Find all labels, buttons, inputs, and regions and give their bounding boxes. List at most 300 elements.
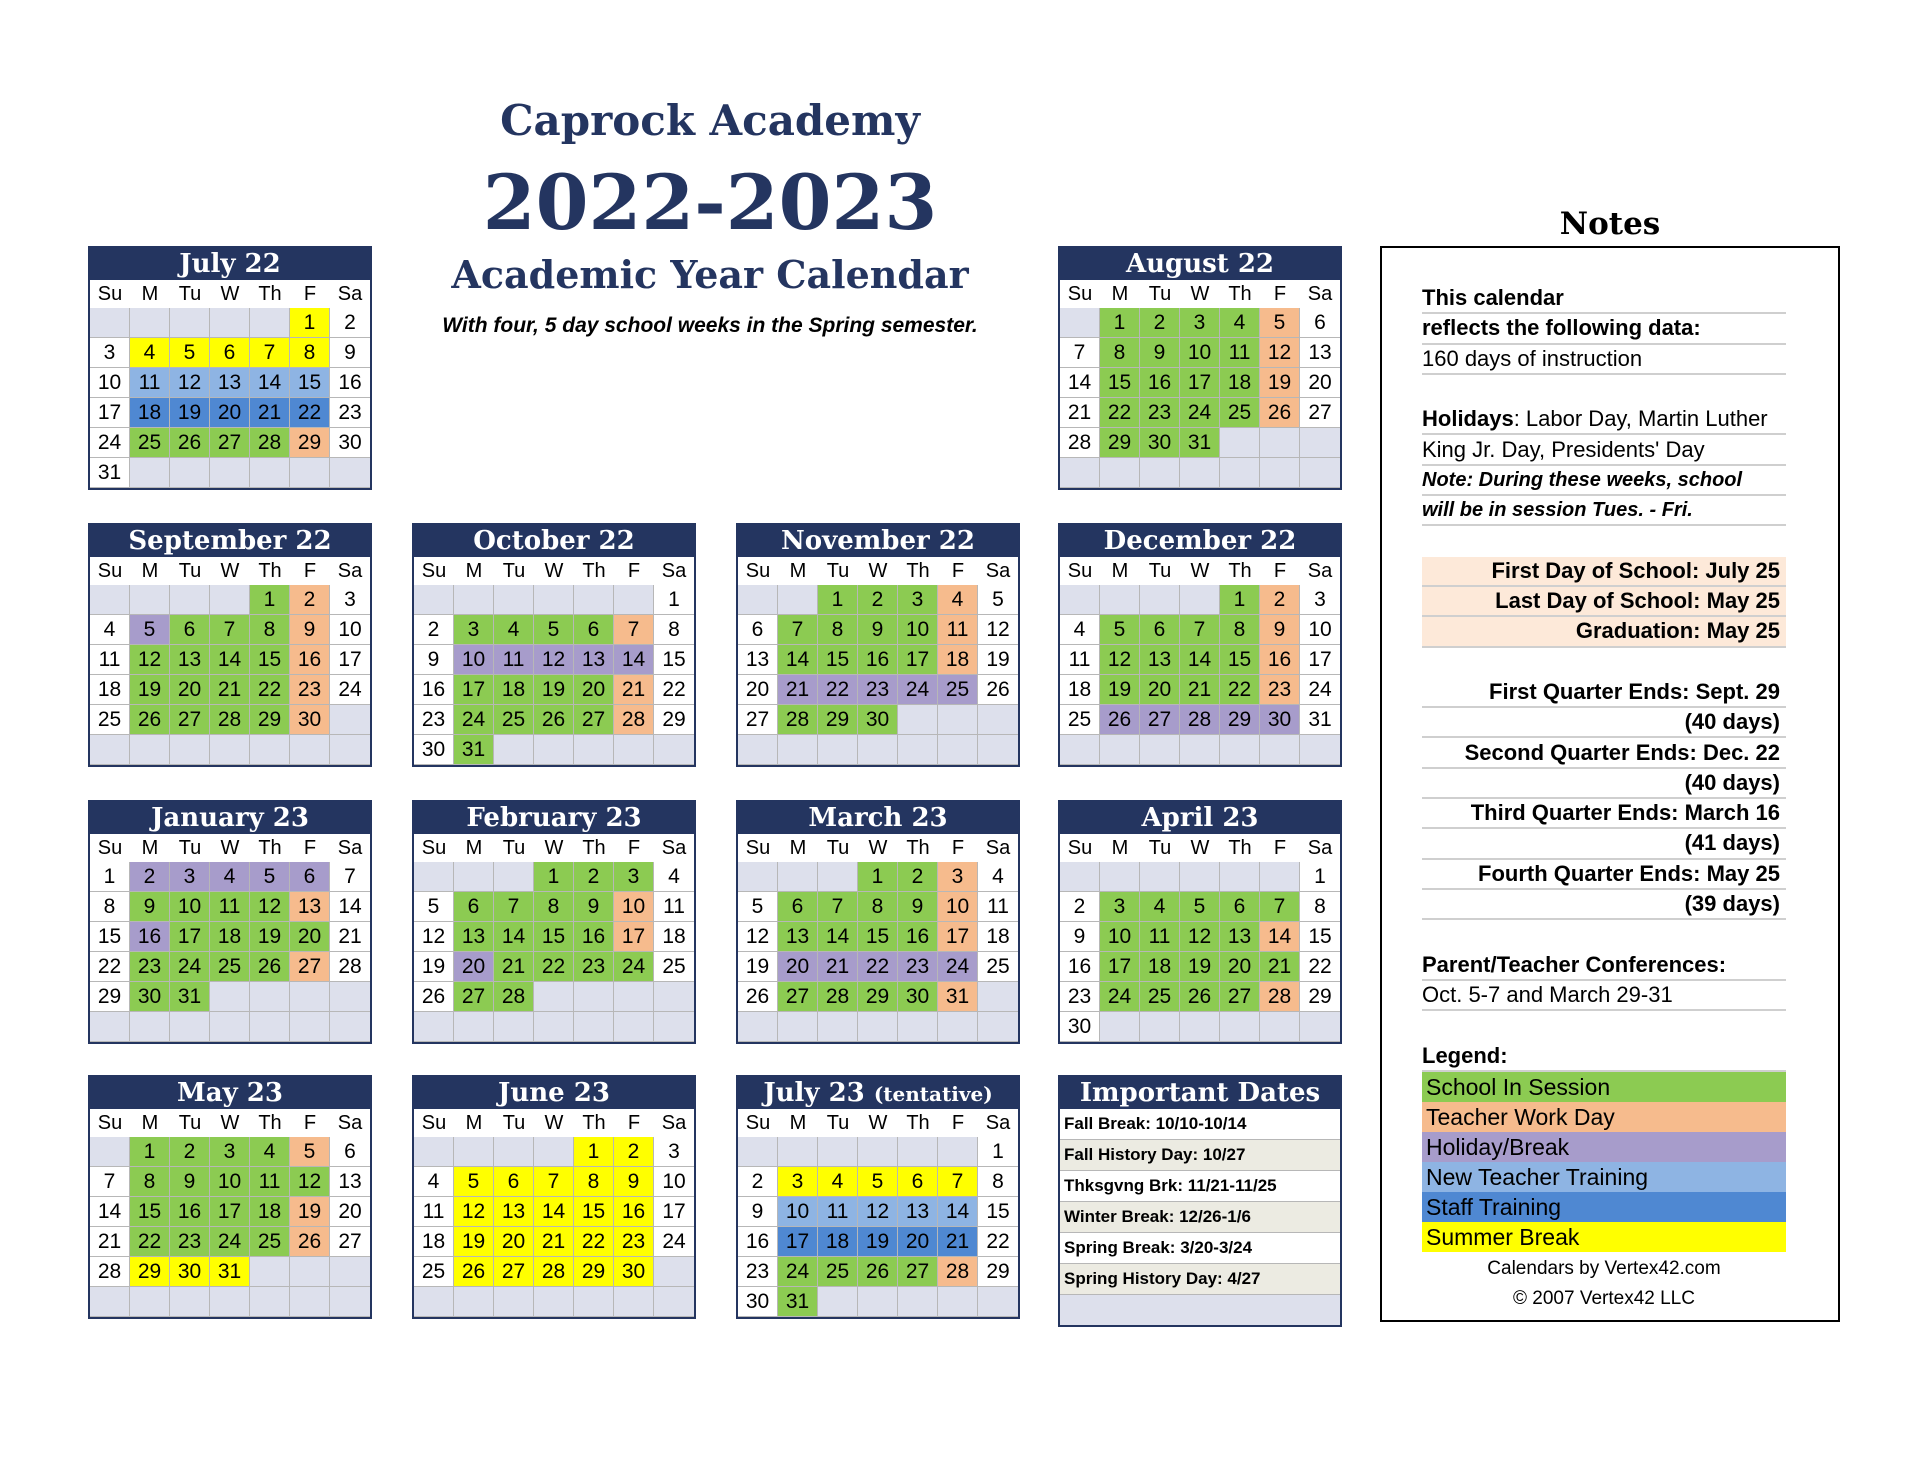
day-cell: 2	[1260, 585, 1300, 615]
day-cell: 10	[938, 892, 978, 922]
day-cell: 29	[654, 705, 694, 735]
weekday-label: Tu	[494, 557, 534, 585]
day-cell: 13	[330, 1167, 370, 1197]
day-cell: 12	[290, 1167, 330, 1197]
weekday-label: Su	[414, 1109, 454, 1137]
weekday-label: Tu	[818, 834, 858, 862]
day-cell: 3	[938, 862, 978, 892]
month-title	[738, 802, 1018, 834]
weekday-label: Sa	[330, 1109, 370, 1137]
day-cell: 17	[654, 1197, 694, 1227]
day-cell: 4	[250, 1137, 290, 1167]
weekday-label: Su	[414, 834, 454, 862]
day-cell: 19	[454, 1227, 494, 1257]
day-cell: 20	[574, 675, 614, 705]
day-cell: 1	[130, 1137, 170, 1167]
empty-day-cell	[1100, 458, 1140, 488]
weekday-label: F	[614, 1109, 654, 1137]
day-cell: 15	[90, 922, 130, 952]
day-cell: 20	[1220, 952, 1260, 982]
day-cell: 27	[494, 1257, 534, 1287]
day-cell: 18	[90, 675, 130, 705]
day-cell: 2	[290, 585, 330, 615]
day-cell: 13	[738, 645, 778, 675]
weekday-header	[738, 557, 1018, 585]
day-cell: 13	[290, 892, 330, 922]
day-cell: 14	[818, 922, 858, 952]
weekday-label: Sa	[330, 834, 370, 862]
day-cell: 23	[170, 1227, 210, 1257]
weekday-label: M	[1100, 280, 1140, 308]
day-cell: 6	[778, 892, 818, 922]
day-cell: 18	[414, 1227, 454, 1257]
day-cell: 21	[330, 922, 370, 952]
day-cell: 27	[738, 705, 778, 735]
day-cell: 23	[858, 675, 898, 705]
empty-day-cell	[1140, 735, 1180, 765]
day-cell: 4	[978, 862, 1018, 892]
day-cell: 16	[414, 675, 454, 705]
weekday-label: Sa	[978, 1109, 1018, 1137]
day-cell: 11	[938, 615, 978, 645]
day-cell: 29	[130, 1257, 170, 1287]
day-cell: 16	[130, 922, 170, 952]
day-cell: 3	[1300, 585, 1340, 615]
day-cell: 23	[330, 398, 370, 428]
empty-day-cell	[454, 1137, 494, 1167]
month-title	[1060, 525, 1340, 557]
day-cell: 6	[454, 892, 494, 922]
empty-day-cell	[938, 705, 978, 735]
empty-day-cell	[818, 1137, 858, 1167]
month-calendar	[1058, 523, 1342, 767]
month-title-text: August 22	[1125, 249, 1275, 279]
day-cell: 21	[778, 675, 818, 705]
day-cell: 25	[1220, 398, 1260, 428]
day-cell: 1	[90, 862, 130, 892]
empty-day-cell	[130, 458, 170, 488]
day-cell: 27	[574, 705, 614, 735]
notes-line: First Day of School: July 25	[1422, 557, 1786, 587]
day-cell: 16	[898, 922, 938, 952]
day-cell: 8	[858, 892, 898, 922]
empty-day-cell	[330, 1012, 370, 1042]
day-cell: 18	[1220, 368, 1260, 398]
empty-day-cell	[1220, 1012, 1260, 1042]
weekday-header	[90, 1109, 370, 1137]
day-cell: 20	[1140, 675, 1180, 705]
day-cell: 17	[90, 398, 130, 428]
holidays-label: Holidays	[1422, 406, 1514, 432]
empty-day-cell	[494, 735, 534, 765]
day-cell: 3	[210, 1137, 250, 1167]
month-title	[1060, 802, 1340, 834]
empty-day-cell	[1260, 1012, 1300, 1042]
day-cell: 26	[250, 952, 290, 982]
day-grid	[738, 1137, 1018, 1317]
weekday-label: Sa	[1300, 834, 1340, 862]
day-cell: 30	[414, 735, 454, 765]
day-cell: 8	[978, 1167, 1018, 1197]
empty-day-cell	[738, 1012, 778, 1042]
empty-day-cell	[494, 1012, 534, 1042]
day-cell: 22	[130, 1227, 170, 1257]
empty-day-cell	[778, 735, 818, 765]
weekday-label: W	[1180, 280, 1220, 308]
day-cell: 23	[1260, 675, 1300, 705]
day-cell: 17	[1100, 952, 1140, 982]
empty-day-cell	[938, 1012, 978, 1042]
day-cell: 18	[938, 645, 978, 675]
empty-day-cell	[90, 585, 130, 615]
weekday-label: W	[858, 834, 898, 862]
month-calendar	[736, 800, 1020, 1044]
day-cell: 22	[818, 675, 858, 705]
holidays-text: : Labor Day, Martin Luther	[1513, 406, 1768, 432]
empty-day-cell	[574, 1012, 614, 1042]
notes-title: Notes	[1559, 206, 1661, 242]
day-cell: 9	[738, 1197, 778, 1227]
day-cell: 21	[938, 1227, 978, 1257]
day-cell: 6	[170, 615, 210, 645]
day-cell: 9	[1140, 338, 1180, 368]
weekday-label: Tu	[1140, 557, 1180, 585]
day-cell: 24	[330, 675, 370, 705]
day-cell: 16	[858, 645, 898, 675]
notes-line	[1422, 920, 1786, 950]
day-cell: 17	[898, 645, 938, 675]
day-cell: 7	[494, 892, 534, 922]
month-calendar	[1058, 800, 1342, 1044]
day-cell: 7	[938, 1167, 978, 1197]
day-cell: 7	[1260, 892, 1300, 922]
empty-day-cell	[330, 982, 370, 1012]
day-cell: 15	[130, 1197, 170, 1227]
notes-box	[1380, 246, 1840, 1322]
weekday-label: Th	[574, 557, 614, 585]
day-cell: 6	[898, 1167, 938, 1197]
day-cell: 19	[978, 645, 1018, 675]
weekday-label: Sa	[1300, 557, 1340, 585]
weekday-label: M	[130, 280, 170, 308]
day-cell: 28	[494, 982, 534, 1012]
day-cell: 13	[1140, 645, 1180, 675]
day-cell: 5	[1100, 615, 1140, 645]
empty-day-cell	[454, 1287, 494, 1317]
weekday-label: Sa	[330, 280, 370, 308]
day-cell: 9	[414, 645, 454, 675]
day-cell: 3	[454, 615, 494, 645]
empty-day-cell	[534, 1287, 574, 1317]
day-cell: 14	[1060, 368, 1100, 398]
empty-day-cell	[290, 982, 330, 1012]
day-cell: 8	[90, 892, 130, 922]
empty-day-cell	[938, 1287, 978, 1317]
day-cell: 4	[130, 338, 170, 368]
day-cell: 3	[90, 338, 130, 368]
empty-day-cell	[170, 585, 210, 615]
day-cell: 23	[1140, 398, 1180, 428]
day-cell: 30	[614, 1257, 654, 1287]
empty-day-cell	[250, 735, 290, 765]
day-cell: 11	[130, 368, 170, 398]
day-cell: 19	[250, 922, 290, 952]
notes-line: (40 days)	[1422, 769, 1786, 799]
day-cell: 31	[1180, 428, 1220, 458]
weekday-label: Th	[1220, 834, 1260, 862]
day-cell: 19	[170, 398, 210, 428]
empty-day-cell	[898, 735, 938, 765]
weekday-label: F	[614, 557, 654, 585]
day-cell: 7	[1180, 615, 1220, 645]
day-cell: 30	[1260, 705, 1300, 735]
day-cell: 20	[170, 675, 210, 705]
weekday-header	[414, 557, 694, 585]
day-cell: 25	[210, 952, 250, 982]
empty-day-cell	[574, 585, 614, 615]
weekday-label: M	[454, 557, 494, 585]
day-cell: 27	[778, 982, 818, 1012]
day-cell: 4	[1060, 615, 1100, 645]
weekday-header	[738, 1109, 1018, 1137]
day-cell: 27	[290, 952, 330, 982]
day-cell: 26	[534, 705, 574, 735]
day-cell: 28	[1180, 705, 1220, 735]
day-cell: 30	[858, 705, 898, 735]
month-calendar	[88, 523, 372, 767]
day-cell: 10	[454, 645, 494, 675]
empty-day-cell	[170, 735, 210, 765]
day-cell: 21	[1180, 675, 1220, 705]
empty-day-cell	[290, 1257, 330, 1287]
day-cell: 10	[1100, 922, 1140, 952]
day-cell: 17	[454, 675, 494, 705]
day-cell: 9	[614, 1167, 654, 1197]
empty-day-cell	[494, 585, 534, 615]
month-title-text: December 22	[1103, 526, 1297, 556]
empty-day-cell	[170, 1287, 210, 1317]
day-cell: 17	[210, 1197, 250, 1227]
day-cell: 11	[1060, 645, 1100, 675]
empty-day-cell	[290, 458, 330, 488]
day-cell: 18	[818, 1227, 858, 1257]
empty-day-cell	[614, 1287, 654, 1317]
empty-day-cell	[978, 982, 1018, 1012]
day-cell: 20	[494, 1227, 534, 1257]
notes-line: (40 days)	[1422, 708, 1786, 738]
day-cell: 27	[170, 705, 210, 735]
empty-day-cell	[858, 1012, 898, 1042]
day-cell: 8	[1100, 338, 1140, 368]
day-cell: 15	[1300, 922, 1340, 952]
notes-line	[1422, 648, 1786, 678]
day-cell: 7	[250, 338, 290, 368]
day-cell: 29	[574, 1257, 614, 1287]
notes-line: 160 days of instruction	[1422, 345, 1786, 375]
empty-day-cell	[978, 705, 1018, 735]
day-cell: 8	[818, 615, 858, 645]
day-cell: 31	[454, 735, 494, 765]
empty-day-cell	[654, 1257, 694, 1287]
academic-year: 2022-2023	[482, 158, 938, 247]
weekday-label: M	[778, 557, 818, 585]
day-cell: 20	[738, 675, 778, 705]
notes-line: Fourth Quarter Ends: May 25	[1422, 860, 1786, 890]
empty-day-cell	[90, 735, 130, 765]
day-cell: 1	[1100, 308, 1140, 338]
day-cell: 17	[1300, 645, 1340, 675]
calendar-tagline: With four, 5 day school weeks in the Spring semester.	[442, 314, 978, 337]
day-cell: 7	[818, 892, 858, 922]
day-cell: 6	[738, 615, 778, 645]
weekday-label: Su	[738, 557, 778, 585]
empty-day-cell	[818, 862, 858, 892]
day-cell: 4	[654, 862, 694, 892]
weekday-label: Sa	[330, 557, 370, 585]
day-cell: 20	[454, 952, 494, 982]
weekday-label: Sa	[978, 834, 1018, 862]
day-cell: 25	[818, 1257, 858, 1287]
empty-day-cell	[614, 585, 654, 615]
day-cell: 3	[778, 1167, 818, 1197]
day-cell: 10	[778, 1197, 818, 1227]
weekday-label: M	[130, 1109, 170, 1137]
empty-day-cell	[90, 1287, 130, 1317]
day-cell: 1	[858, 862, 898, 892]
day-cell: 23	[290, 675, 330, 705]
important-date-item: Spring History Day: 4/27	[1060, 1264, 1340, 1295]
day-cell: 7	[534, 1167, 574, 1197]
day-cell: 8	[1300, 892, 1340, 922]
weekday-label: Su	[90, 557, 130, 585]
day-cell: 1	[250, 585, 290, 615]
day-cell: 8	[1220, 615, 1260, 645]
empty-day-cell	[574, 982, 614, 1012]
school-name: Caprock Academy	[500, 96, 920, 145]
day-cell: 19	[130, 675, 170, 705]
day-cell: 1	[574, 1137, 614, 1167]
weekday-label: Th	[250, 280, 290, 308]
empty-day-cell	[858, 1137, 898, 1167]
day-cell: 15	[574, 1197, 614, 1227]
empty-day-cell	[1100, 1012, 1140, 1042]
day-cell: 15	[654, 645, 694, 675]
weekday-label: Th	[574, 1109, 614, 1137]
empty-day-cell	[654, 1012, 694, 1042]
month-title-suffix: (tentative)	[873, 1082, 993, 1106]
month-title	[90, 802, 370, 834]
empty-day-cell	[90, 308, 130, 338]
day-cell: 5	[290, 1137, 330, 1167]
day-cell: 27	[454, 982, 494, 1012]
day-cell: 11	[414, 1197, 454, 1227]
day-cell: 5	[534, 615, 574, 645]
day-cell: 23	[614, 1227, 654, 1257]
day-cell: 8	[130, 1167, 170, 1197]
day-cell: 15	[534, 922, 574, 952]
empty-day-cell	[170, 308, 210, 338]
month-title-text: February 23	[466, 803, 642, 833]
weekday-label: Th	[1220, 557, 1260, 585]
day-cell: 12	[130, 645, 170, 675]
day-cell: 14	[778, 645, 818, 675]
empty-day-cell	[1180, 1012, 1220, 1042]
day-cell: 24	[210, 1227, 250, 1257]
weekday-label: W	[858, 557, 898, 585]
weekday-label: Tu	[170, 1109, 210, 1137]
day-cell: 30	[330, 428, 370, 458]
day-cell: 28	[1260, 982, 1300, 1012]
day-cell: 18	[494, 675, 534, 705]
month-title-text: October 22	[473, 526, 635, 556]
day-cell: 22	[978, 1227, 1018, 1257]
day-cell: 29	[1220, 705, 1260, 735]
day-cell: 25	[1140, 982, 1180, 1012]
day-cell: 4	[494, 615, 534, 645]
notes-line: Graduation: May 25	[1422, 617, 1786, 647]
month-calendar	[412, 1075, 696, 1319]
month-title	[90, 1077, 370, 1109]
day-cell: 12	[170, 368, 210, 398]
legend-item: New Teacher Training	[1422, 1162, 1786, 1192]
month-title	[90, 525, 370, 557]
weekday-label: Tu	[494, 1109, 534, 1137]
day-cell: 16	[738, 1227, 778, 1257]
weekday-header	[1060, 280, 1340, 308]
empty-day-cell	[534, 982, 574, 1012]
day-cell: 17	[330, 645, 370, 675]
empty-day-cell	[1100, 862, 1140, 892]
empty-day-cell	[574, 1287, 614, 1317]
empty-day-cell	[210, 458, 250, 488]
day-cell: 13	[1300, 338, 1340, 368]
day-cell: 1	[1300, 862, 1340, 892]
notes-line: Last Day of School: May 25	[1422, 587, 1786, 617]
day-grid	[90, 1137, 370, 1317]
empty-day-cell	[1300, 735, 1340, 765]
weekday-label: Th	[1220, 280, 1260, 308]
day-cell: 2	[1060, 892, 1100, 922]
empty-day-cell	[210, 735, 250, 765]
day-cell: 24	[1180, 398, 1220, 428]
day-cell: 26	[290, 1227, 330, 1257]
day-cell: 2	[738, 1167, 778, 1197]
day-cell: 26	[978, 675, 1018, 705]
empty-day-cell	[858, 1287, 898, 1317]
empty-day-cell	[250, 458, 290, 488]
empty-day-cell	[1140, 585, 1180, 615]
month-title-text: June 23	[498, 1078, 610, 1108]
day-cell: 19	[1260, 368, 1300, 398]
day-cell: 5	[454, 1167, 494, 1197]
day-cell: 30	[898, 982, 938, 1012]
day-cell: 4	[1140, 892, 1180, 922]
weekday-label: F	[290, 280, 330, 308]
day-cell: 1	[534, 862, 574, 892]
weekday-label: F	[290, 834, 330, 862]
day-cell: 24	[170, 952, 210, 982]
day-grid	[738, 862, 1018, 1042]
empty-day-cell	[738, 585, 778, 615]
day-cell: 30	[1140, 428, 1180, 458]
weekday-label: Th	[898, 557, 938, 585]
day-cell: 28	[818, 982, 858, 1012]
empty-day-cell	[978, 735, 1018, 765]
empty-day-cell	[1220, 862, 1260, 892]
weekday-label: W	[858, 1109, 898, 1137]
day-cell: 17	[1180, 368, 1220, 398]
empty-day-cell	[494, 1287, 534, 1317]
